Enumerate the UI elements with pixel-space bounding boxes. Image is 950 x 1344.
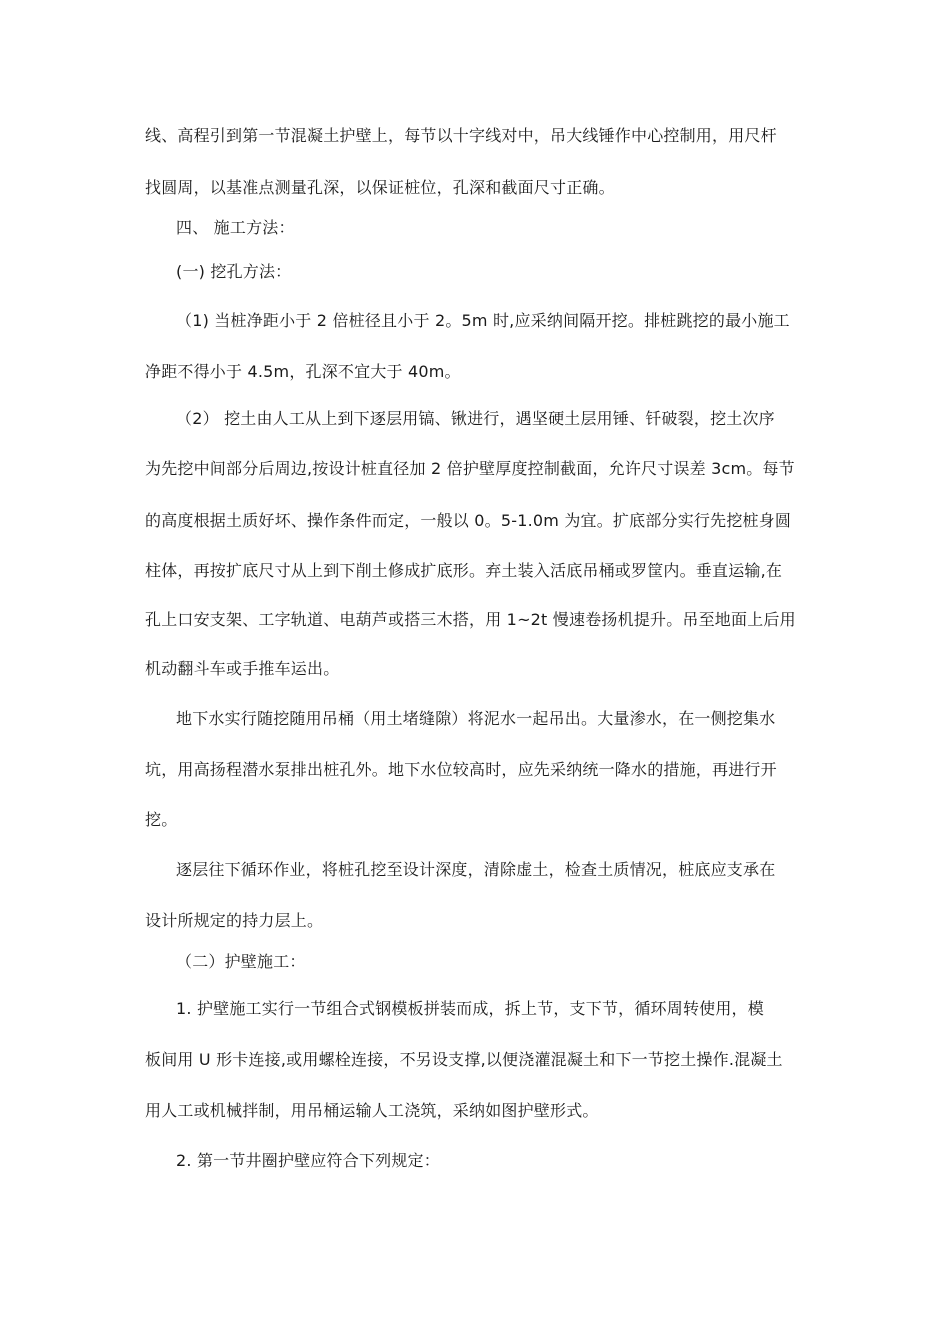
- paragraph-line-20: 板间用 U 形卡连接,或用螺栓连接，不另设支撑,以便浇灌混凝土和下一节挖土操作.混凝土: [145, 1050, 783, 1069]
- paragraph-line-7: （2） 挖土由人工从上到下逐层用镐、锹进行，遇坚硬土层用锤、钎破裂，挖土次序: [176, 409, 775, 428]
- paragraph-line-16: 逐层往下循环作业，将桩孔挖至设计深度，清除虚土，检查土质情况，桩底应支承在: [176, 860, 776, 879]
- paragraph-line-6: 净距不得小于 4.5m，孔深不宜大于 40m。: [145, 362, 461, 381]
- paragraph-line-9: 的高度根据土质好坏、操作条件而定，一般以 0。5-1.0m 为宜。扩底部分实行先挖桩身圆: [145, 511, 792, 530]
- paragraph-line-13: 地下水实行随挖随用吊桶（用土堵缝隙）将泥水一起吊出。大量渗水，在一侧挖集水: [176, 709, 776, 728]
- paragraph-line-21: 用人工或机械拌制，用吊桶运输人工浇筑，采纳如图护壁形式。: [145, 1101, 599, 1120]
- paragraph-line-5: （1) 当桩净距小于 2 倍桩径且小于 2。5m 时,应采纳间隔开挖。排桩跳挖的最小施工: [176, 311, 790, 330]
- subsection-heading: (一) 挖孔方法：: [176, 262, 292, 281]
- paragraph-line-8: 为先挖中间部分后周边,按设计桩直径加 2 倍护壁厚度控制截面，允许尺寸误差 3cm。每节: [145, 459, 795, 478]
- paragraph-line-15: 挖。: [145, 810, 178, 829]
- paragraph-line-12: 机动翻斗车或手推车运出。: [145, 659, 340, 678]
- paragraph-line-19: 1. 护壁施工实行一节组合式钢模板拼装而成，拆上节，支下节，循环周转使用，模: [176, 999, 764, 1018]
- paragraph-line-22: 2. 第一节井圈护壁应符合下列规定：: [176, 1151, 440, 1170]
- paragraph-line-1: 线、高程引到第一节混凝土护壁上，每节以十字线对中，吊大线锤作中心控制用，用尺杆: [145, 126, 777, 145]
- paragraph-line-2: 找圆周，以基准点测量孔深，以保证桩位，孔深和截面尺寸正确。: [145, 178, 615, 197]
- paragraph-line-17: 设计所规定的持力层上。: [145, 911, 324, 930]
- subsection-heading-2: （二）护壁施工：: [176, 952, 306, 971]
- paragraph-line-10: 柱体，再按扩底尺寸从上到下削土修成扩底形。弃土装入活底吊桶或罗筐内。垂直运输,在: [145, 561, 783, 580]
- paragraph-line-11: 孔上口安支架、工字轨道、电葫芦或搭三木搭，用 1~2t 慢速卷扬机提升。吊至地面上后用: [145, 610, 796, 629]
- section-heading: 四、 施工方法：: [176, 218, 295, 237]
- paragraph-line-14: 坑，用高扬程潜水泵排出桩孔外。地下水位较高时，应先采纳统一降水的措施，再进行开: [145, 760, 777, 779]
